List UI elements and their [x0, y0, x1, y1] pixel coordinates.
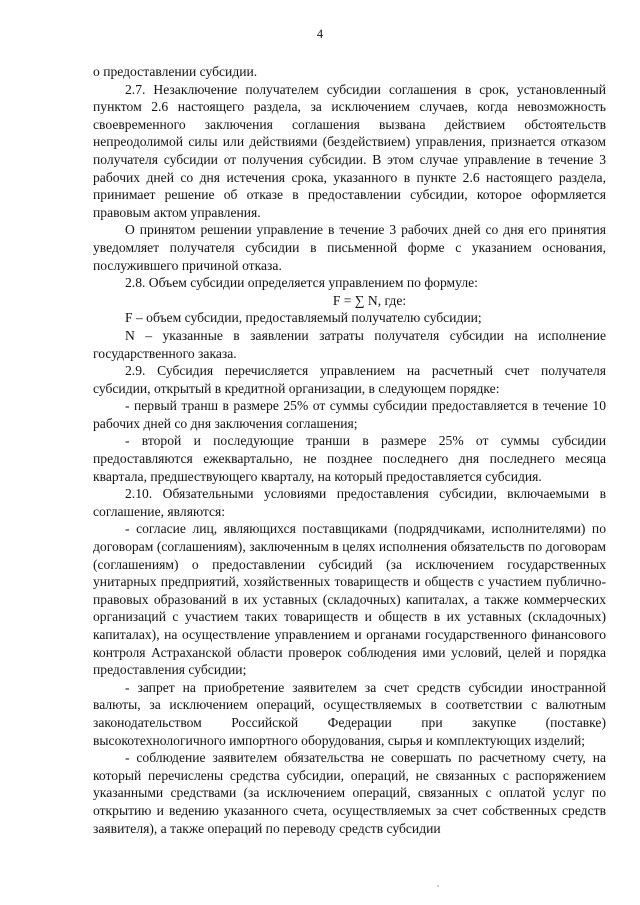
page-number: 4 — [316, 27, 324, 41]
paragraph-2-8: 2.8. Объем субсидии определяется управлением по формуле: — [125, 275, 478, 291]
paragraph-notification: О принятом решении управление в течение 3 рабочих дней со дня его принятия уведомляет получателя субсидии в письменной форме с указанием основания, послужившего причиной отказа. — [93, 222, 606, 273]
list-item-currency-ban: - запрет на приобретение заявителем за счет средств субсидии иностранной валюты, за исключением операций, осуществляемых в соответствии с валютным законодательством Российской Федерации при закупке (поставке) высокотехнологичного импортного оборудования, сырья и комплектующих изделий; — [93, 679, 606, 748]
list-item-account-obligation: - соблюдение заявителем обязательства не совершать по расчетному счету, на который перечислены средства субсидии, операций, не связанных с распоряжением указанными средствами (за исключением операций, связанных с оплатой услуг по открытию и ведению указанного счета, осуществляемых за счет собственных средств заявителя), а также операций по переводу средств субсидии — [93, 750, 606, 836]
document-body — [93, 63, 606, 837]
paragraph-2-10: 2.10. Обязательными условиями предоставления субсидии, включаемыми в соглашение, являются: — [93, 486, 606, 519]
paragraph-2-9: 2.9. Субсидия перечисляется управлением на расчетный счет получателя субсидии, открытый в кредитной организации, в следующем порядке: — [93, 363, 606, 396]
paragraph-2-7: 2.7. Незаключение получателем субсидии соглашения в срок, установленный пунктом 2.6 настоящего раздела, за исключением случаев, когда невозможность своевременного заключения соглашения вызвана действием обстоятельств непреодолимой силы или действиями (бездействием) управления, признается отказом получателя субсидии от получения субсидии. В этом случае управление в течение 3 рабочих дней со дня истечения срока, указанного в пункте 2.6 настоящего раздела, принимает решение об отказе в предоставлении субсидии, которое оформляется правовым актом управления. — [93, 81, 606, 220]
formula: F = ∑ N, где: — [332, 292, 407, 308]
list-item-subsequent-tranches: - второй и последующие транши в размере 25% от суммы субсидии предоставляются ежеквартально, не позднее последнего дня последнего месяца квартала, предшествующего кварталу, на который предоставляется субсидия. — [93, 433, 606, 484]
scan-speck — [437, 885, 439, 887]
paragraph-definition-f: F – объем субсидии, предоставляемый получателю субсидии; — [125, 310, 482, 326]
list-item-consent: - согласие лиц, являющихся поставщиками (подрядчиками, исполнителями) по договорам (соглашениям), заключенным в целях исполнения обязательств по договорам (соглашениям) о предоставлении субсидий (за исключением государственных унитарных предприятий, хозяйственных товариществ и обществ с участием публично-правовых образований в их уставных (складочных) капиталах, а также коммерческих организаций с участием таких товариществ и обществ в их уставных (складочных) капиталах), на осуществление управлением и органами государственного финансового контроля Астраханской области проверок соблюдения ими условий, целей и порядка предоставления субсидии; — [93, 521, 606, 678]
paragraph-definition-n: N – указанные в заявлении затраты получателя субсидии на исполнение государственного заказа. — [93, 327, 606, 361]
list-item-first-tranche: - первый транш в размере 25% от суммы субсидии предоставляется в течение 10 рабочих дней со дня заключения соглашения; — [93, 398, 606, 431]
paragraph-continuation: о предоставлении субсидии. — [93, 64, 258, 79]
